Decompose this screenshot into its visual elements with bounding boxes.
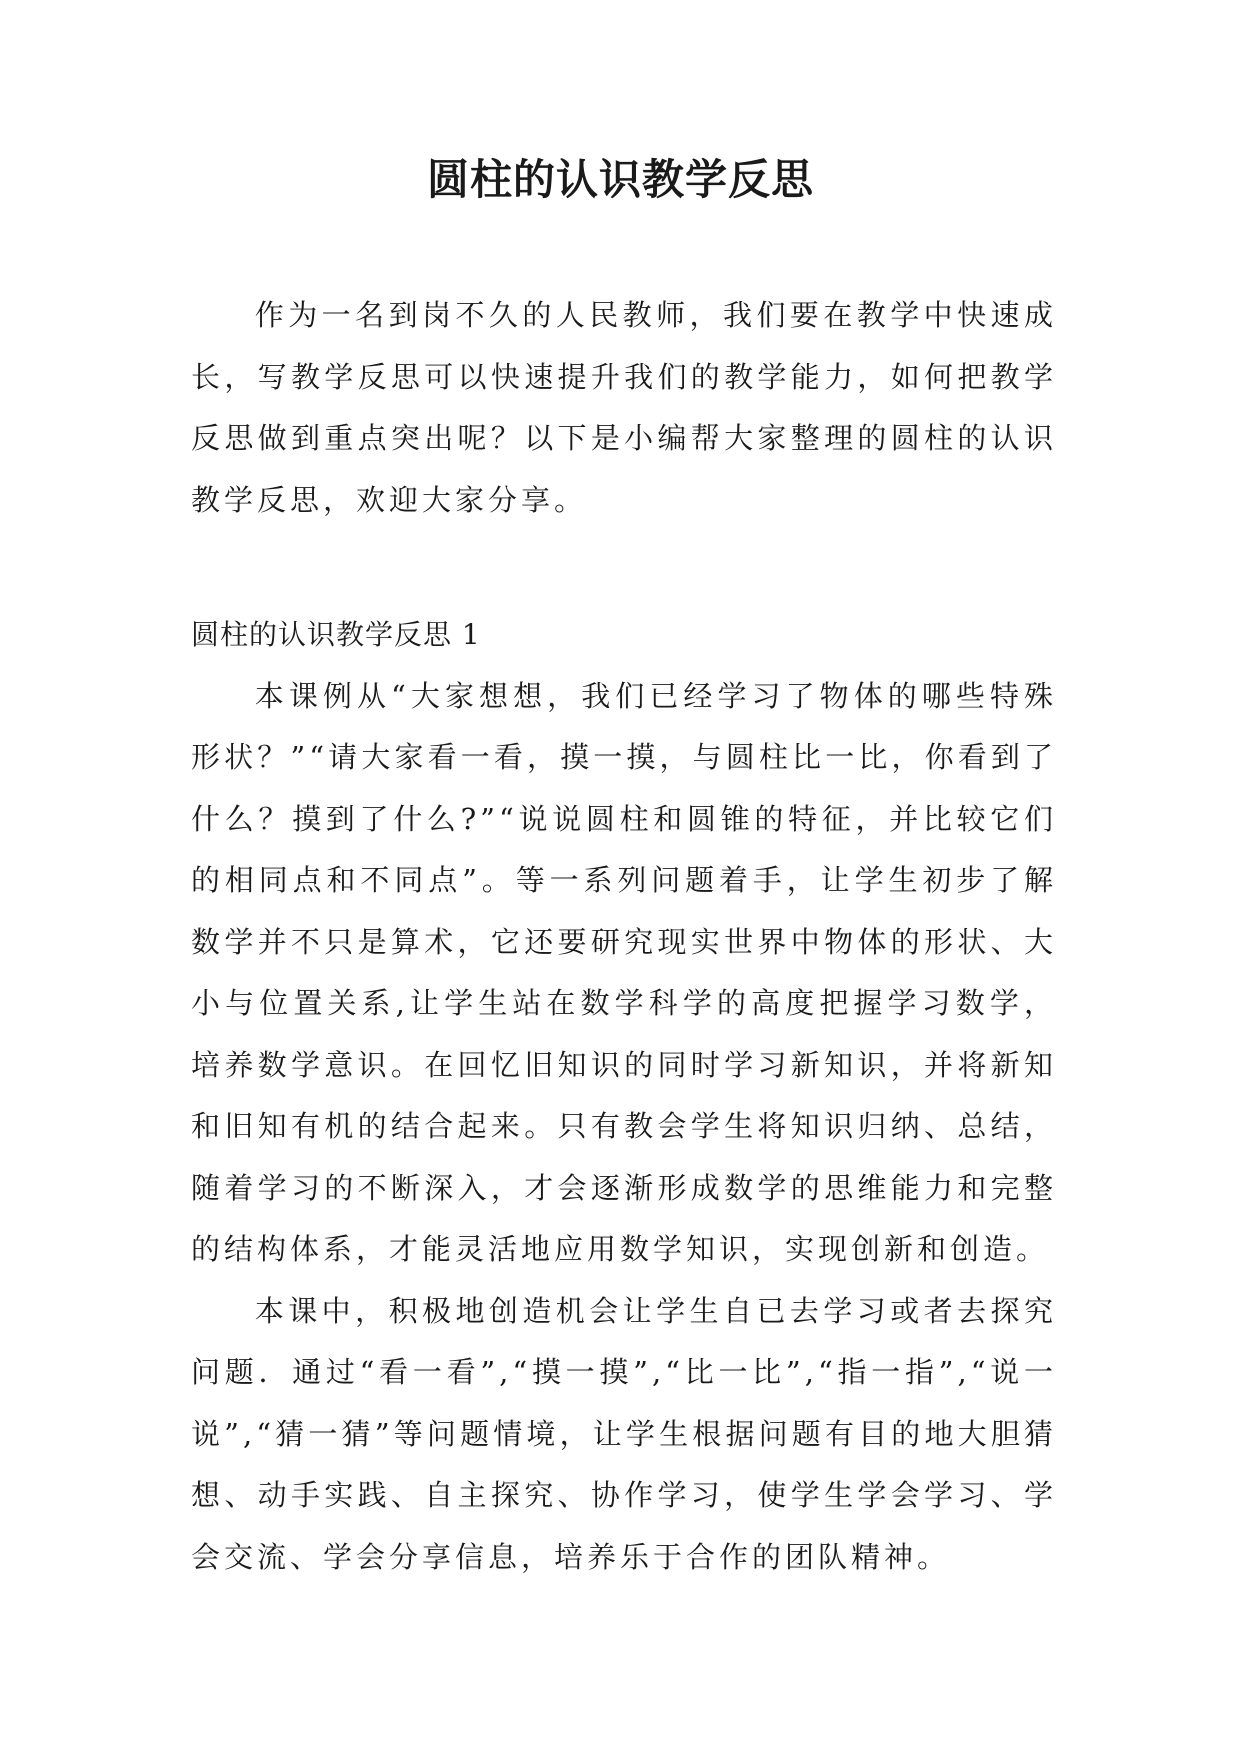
section-spacer bbox=[191, 531, 1057, 604]
intro-paragraph: 作为一名到岗不久的人民教师，我们要在教学中快速成长，写教学反思可以快速提升我们的教学能力，如何把教学反思做到重点突出呢？以下是小编帮大家整理的圆柱的认识教学反思，欢迎大家分享。 bbox=[191, 298, 1057, 517]
document-title: 圆柱的认识教学反思 bbox=[426, 155, 814, 204]
body-paragraph: 本课例从“大家想想，我们已经学习了物体的哪些特殊形状？”“请大家看一看，摸一摸，与圆柱比一比，你看到了什么？摸到了什么?”“说说圆柱和圆锥的特征，并比较它们的相同点和不同点”。等一系列问题着手，让学生初步了解数学并不只是算术，它还要研究现实世界中物体的形状、大小与位置关系,让学生站在数学科学的高度把握学习数学，培养数学意识。在回忆旧知识的同时学习新知识，并将新知和旧知有机的结合起来。只有教会学生将知识归纳、总结，随着学习的不断深入，才会逐渐形成数学的思维能力和完整的结构体系，才能灵活地应用数学知识，实现创新和创造。 bbox=[191, 678, 1057, 1266]
section-heading: 圆柱的认识教学反思 1 bbox=[191, 618, 481, 651]
body-paragraph: 本课中，积极地创造机会让学生自已去学习或者去探究问题．通过“看一看”,“摸一摸”,“比一比”,“指一指”,“说一说”,“猜一猜”等问题情境，让学生根据问题有目的地大胆猜想、动手实践、自主探究、协作学习，使学生学会学习、学会交流、学会分享信息，培养乐于合作的团队精神。 bbox=[191, 1293, 1057, 1574]
document-body bbox=[191, 285, 1057, 1588]
